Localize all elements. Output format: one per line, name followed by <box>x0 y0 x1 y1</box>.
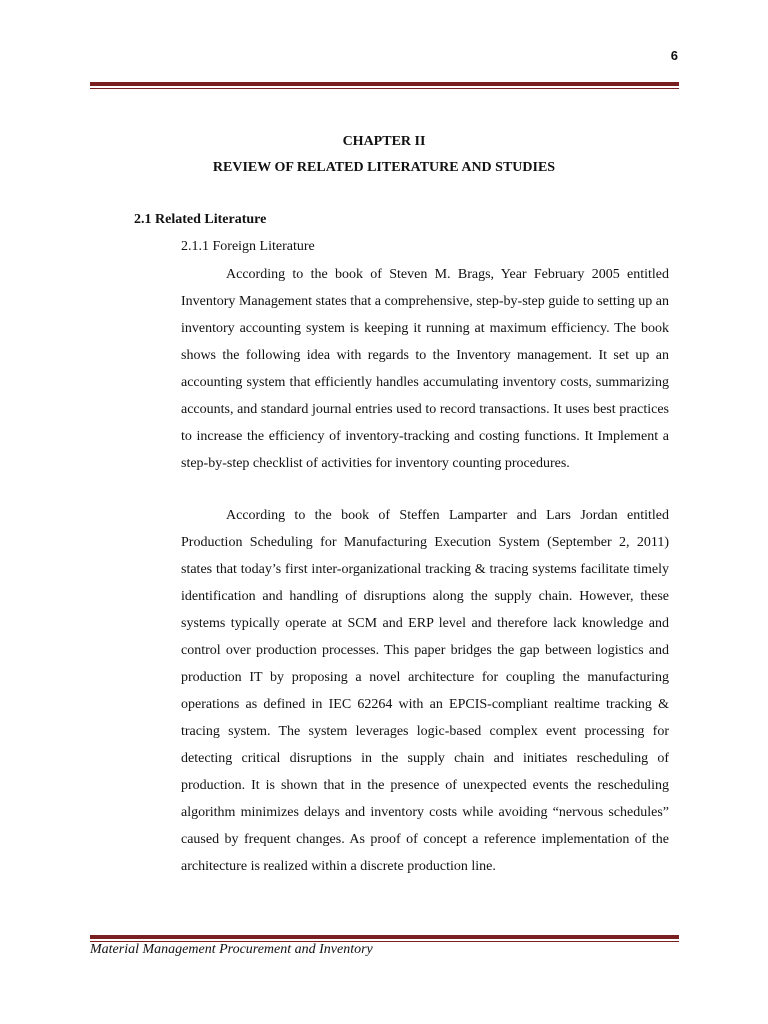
paragraph-lamparter: According to the book of Steffen Lamparter and Lars Jordan entitled Production Scheduling for Manufacturing Execution System (September 2, 2011) states that today’s first inter-organizational tracking & tracing systems facilitate timely identification and handling of disruptions along the supply chain. However, these systems typically operate at SCM and ERP level and therefore lack knowledge and control over production processes. This paper bridges the gap between logistics and production IT by proposing a novel architecture for coupling the manufacturing operations as defined in IEC 62264 with an EPCIS-compliant realtime tracking & tracing system. The system leverages logic-based complex event processing for detecting critical disruptions in the supply chain and initiates rescheduling of production. It is shown that in the presence of unexpected events the rescheduling algorithm minimizes delays and inventory costs while avoiding “nervous schedules” caused by frequent changes. As proof of concept a reference implementation of the architecture is realized within a discrete production line. <box>181 508 669 874</box>
footer-divider <box>90 935 679 942</box>
chapter-title: REVIEW OF RELATED LITERATURE AND STUDIES <box>212 160 556 175</box>
header-divider <box>90 82 679 89</box>
footer-text: Material Management Procurement and Inventory <box>90 942 373 957</box>
chapter-label: CHAPTER II <box>342 134 426 149</box>
subsection-heading: 2.1.1 Foreign Literature <box>181 239 315 254</box>
header-divider-thick <box>90 82 679 86</box>
header-divider-thin <box>90 88 679 89</box>
footer-divider-thick <box>90 935 679 939</box>
page-number: 6 <box>670 48 678 63</box>
section-heading: 2.1 Related Literature <box>134 212 267 227</box>
paragraph-brags: According to the book of Steven M. Brags, Year February 2005 entitled Inventory Management states that a comprehensive, step-by-step guide to setting up an inventory accounting system is keeping it running at maximum efficiency. The book shows the following idea with regards to the Inventory management. It set up an accounting system that efficiently handles accumulating inventory costs, summarizing accounts, and standard journal entries used to record transactions. It uses best practices to increase the efficiency of inventory-tracking and costing functions. It Implement a step-by-step checklist of activities for inventory counting procedures. <box>181 267 669 471</box>
